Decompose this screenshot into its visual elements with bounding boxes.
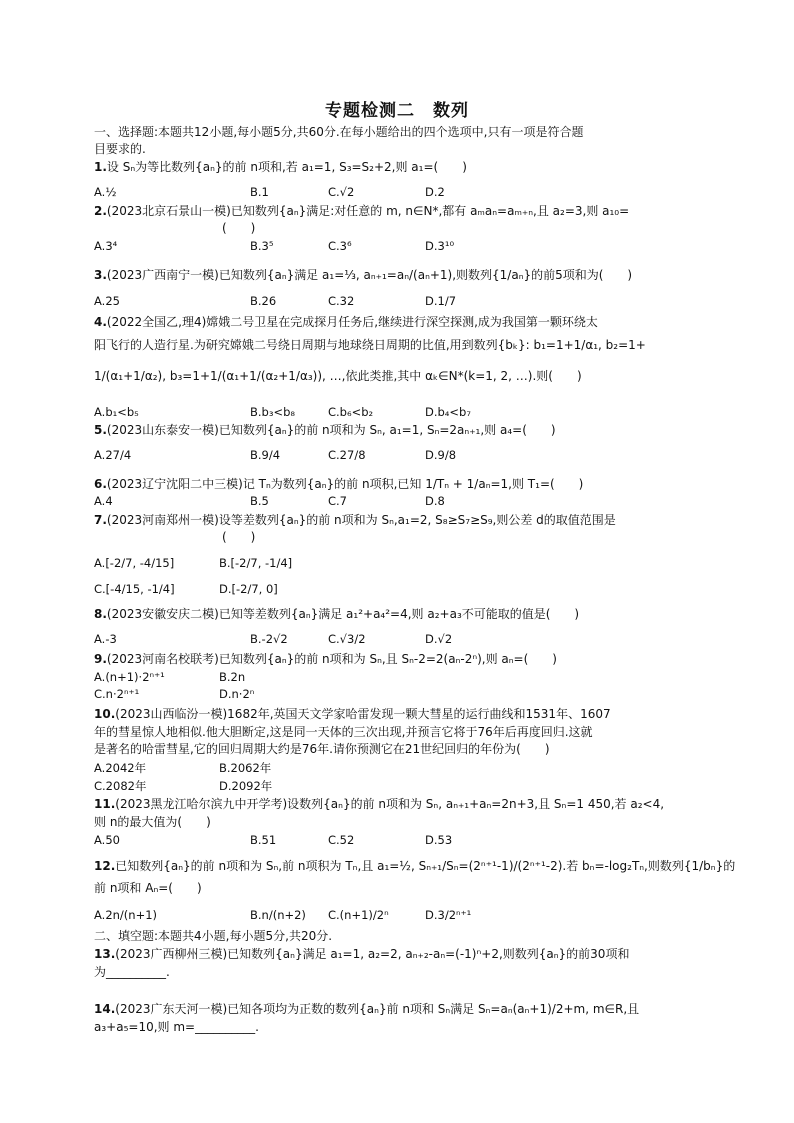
question-5-options [94, 448, 714, 464]
option-d: D.53 [425, 833, 453, 847]
question-10 [94, 706, 611, 722]
question-text: 已知数列{aₙ}的前 n项和为 Sₙ,前 n项积为 Tₙ,且 a₁=½, Sₙ₊₁/Sₙ=(2ⁿ⁺¹-1)/(2ⁿ⁺¹-2).若 bₙ=-log₂Tₙ,则数列{1/bₙ}的 [115, 859, 736, 873]
option-a: A.2042年 [94, 761, 147, 775]
option-c: C.27/8 [328, 448, 366, 462]
question-3-options [94, 294, 714, 310]
question-12-options [94, 908, 714, 924]
question-text: (2023安徽安庆二模)已知等差数列{aₙ}满足 a₁²+a₄²=4,则 a₂+a₃不可能取的值是( ) [106, 607, 580, 621]
section-heading-fill: 二、填空题:本题共4小题,每小题5分,共20分. [94, 929, 333, 943]
option-c: C.b₆<b₂ [328, 405, 374, 419]
option-c: C.2082年 [94, 779, 147, 793]
question-7-options-row-2 [94, 582, 714, 598]
option-a: A.-3 [94, 632, 117, 646]
question-11-line-2: 则 n的最大值为( ) [94, 815, 211, 829]
question-14-line-2: a₃+a₅=10,则 m=__________. [94, 1020, 259, 1034]
option-c: C.√3/2 [328, 632, 366, 646]
question-7-options-row-1 [94, 556, 714, 572]
option-d: D.b₄<b₇ [425, 405, 471, 419]
question-10-line-2: 年的彗星惊人地相似.他大胆断定,这是同一天体的三次出现,并预言它将于76年后再度回归.这就 [94, 725, 593, 739]
option-b: B.2n [219, 670, 246, 684]
question-9-options-row-2 [94, 687, 714, 703]
option-d: D.1/7 [425, 294, 457, 308]
question-13-line-2: 为__________. [94, 965, 170, 979]
question-2-answer-bracket: ( ) [222, 221, 256, 235]
question-text: (2023北京石景山一模)已知数列{aₙ}满足:对任意的 m, n∈N*,都有 aₘaₙ=aₘ₊ₙ,且 a₂=3,则 a₁₀= [106, 204, 630, 218]
option-b: B.b₃<b₈ [250, 405, 296, 419]
option-a: A.b₁<b₅ [94, 405, 139, 419]
question-number: 4. [94, 315, 107, 329]
question-11-options [94, 833, 714, 849]
option-c: C.√2 [328, 185, 355, 199]
question-5 [94, 422, 556, 438]
question-text: (2023广东天河一模)已知各项均为正数的数列{aₙ}前 n项和 Sₙ满足 Sₙ=aₙ(aₙ+1)/2+m, m∈R,且 [115, 1002, 640, 1016]
option-b: B.1 [250, 185, 269, 199]
question-14 [94, 1001, 639, 1017]
option-b: B.[-2/7, -1/4] [219, 556, 293, 570]
question-text: (2023广西南宁一模)已知数列{aₙ}满足 a₁=⅓, aₙ₊₁=aₙ/(aₙ+1),则数列{1/aₙ}的前5项和为( ) [106, 268, 633, 282]
option-c: C.n·2ⁿ⁺¹ [94, 687, 140, 701]
question-11 [94, 796, 664, 812]
page-title: 专题检测二 数列 [325, 101, 469, 121]
question-number: 2. [94, 204, 107, 218]
question-9-options-row-1 [94, 670, 714, 686]
option-d: D.3¹⁰ [425, 239, 455, 253]
option-d: D.[-2/7, 0] [219, 582, 278, 596]
question-12 [94, 858, 735, 874]
option-d: D.9/8 [425, 448, 457, 462]
section-heading-choice-cont: 目要求的. [94, 142, 146, 156]
option-a: A.27/4 [94, 448, 132, 462]
option-a: A.4 [94, 494, 113, 508]
question-4-line-3: 1/(α₁+1/α₂), b₃=1+1/(α₁+1/(α₂+1/α₃)), …,依此类推,其中 αₖ∈N*(k=1, 2, …).则( ) [94, 369, 582, 383]
question-number: 1. [94, 160, 107, 174]
question-1-options [94, 185, 714, 201]
option-c: C.3⁶ [328, 239, 352, 253]
question-4-line-2: 阳飞行的人造行星.为研究嫦娥二号绕日周期与地球绕日周期的比值,用到数列{bₖ}: b₁=1+1/α₁, b₂=1+ [94, 338, 646, 352]
option-c: C.(n+1)/2ⁿ [328, 908, 389, 922]
option-a: A.2n/(n+1) [94, 908, 158, 922]
option-c: C.32 [328, 294, 355, 308]
option-d: D.n·2ⁿ [219, 687, 255, 701]
question-number: 7. [94, 513, 107, 527]
option-a: A.½ [94, 185, 117, 199]
option-d: D.√2 [425, 632, 453, 646]
option-d: D.2092年 [219, 779, 273, 793]
question-1 [94, 159, 467, 175]
question-text: (2023山东泰安一模)已知数列{aₙ}的前 n项和为 Sₙ, a₁=1, Sₙ=2aₙ₊₁,则 a₄=( ) [106, 423, 556, 437]
option-d: D.3/2ⁿ⁺¹ [425, 908, 472, 922]
question-10-options-row-1 [94, 760, 714, 776]
question-number: 12. [94, 859, 116, 873]
option-a: A.50 [94, 833, 120, 847]
option-c: C.52 [328, 833, 355, 847]
option-b: B.26 [250, 294, 277, 308]
question-2-options [94, 239, 714, 255]
section-heading-choice: 一、选择题:本题共12小题,每小题5分,共60分.在每小题给出的四个选项中,只有一项是符合题 [94, 125, 584, 139]
option-b: B.-2√2 [250, 632, 288, 646]
question-6-options [94, 494, 714, 510]
question-8 [94, 606, 579, 622]
question-text: (2023广西柳州三模)已知数列{aₙ}满足 a₁=1, a₂=2, aₙ₊₂-aₙ=(-1)ⁿ+2,则数列{aₙ}的前30项和 [115, 947, 630, 961]
question-8-options [94, 632, 714, 648]
option-b: B.2062年 [219, 761, 272, 775]
option-a: A.[-2/7, -4/15] [94, 556, 175, 570]
question-number: 3. [94, 268, 107, 282]
question-number: 6. [94, 477, 107, 491]
option-b: B.9/4 [250, 448, 281, 462]
question-number: 14. [94, 1002, 116, 1016]
option-c: C.7 [328, 494, 348, 508]
question-number: 5. [94, 423, 107, 437]
question-4-options [94, 405, 714, 421]
question-7 [94, 512, 616, 528]
question-text: (2023辽宁沈阳二中三模)记 Tₙ为数列{aₙ}的前 n项积,已知 1/Tₙ + 1/aₙ=1,则 T₁=( ) [106, 477, 584, 491]
option-d: D.2 [425, 185, 445, 199]
question-10-line-3: 是著名的哈雷彗星,它的回归周期大约是76年.请你预测它在21世纪回归的年份为( ) [94, 742, 550, 756]
question-text: (2023河南郑州一模)设等差数列{aₙ}的前 n项和为 Sₙ,a₁=2, S₈≥S₇≥S₉,则公差 d的取值范围是 [106, 513, 616, 527]
question-3 [94, 267, 632, 283]
option-c: C.[-4/15, -1/4] [94, 582, 175, 596]
question-7-answer-bracket: ( ) [222, 530, 256, 544]
option-b: B.51 [250, 833, 277, 847]
option-a: A.3⁴ [94, 239, 118, 253]
question-number: 10. [94, 707, 116, 721]
question-text: (2023山西临汾一模)1682年,英国天文学家哈雷发现一颗大彗星的运行曲线和1531年、1607 [115, 707, 611, 721]
question-text: 设 Sₙ为等比数列{aₙ}的前 n项和,若 a₁=1, S₃=S₂+2,则 a₁=( ) [106, 160, 467, 174]
option-b: B.3⁵ [250, 239, 274, 253]
question-number: 9. [94, 652, 107, 666]
option-a: A.25 [94, 294, 120, 308]
question-13 [94, 946, 629, 962]
question-number: 13. [94, 947, 116, 961]
question-number: 8. [94, 607, 107, 621]
option-d: D.8 [425, 494, 445, 508]
question-number: 11. [94, 797, 116, 811]
question-text: (2022全国乙,理4)嫦娥二号卫星在完成探月任务后,继续进行深空探测,成为我国第一颗环绕太 [106, 315, 598, 329]
question-4 [94, 314, 598, 330]
option-b: B.n/(n+2) [250, 908, 306, 922]
question-12-line-2: 前 n项和 Aₙ=( ) [94, 881, 202, 895]
question-2 [94, 203, 629, 219]
question-text: (2023河南名校联考)已知数列{aₙ}的前 n项和为 Sₙ,且 Sₙ-2=2(aₙ-2ⁿ),则 aₙ=( ) [106, 652, 557, 666]
question-9 [94, 651, 557, 667]
question-text: (2023黑龙江哈尔滨九中开学考)设数列{aₙ}的前 n项和为 Sₙ, aₙ₊₁+aₙ=2n+3,且 Sₙ=1 450,若 a₂<4, [115, 797, 665, 811]
option-b: B.5 [250, 494, 269, 508]
question-10-options-row-2 [94, 778, 714, 794]
question-6 [94, 476, 583, 492]
option-a: A.(n+1)·2ⁿ⁺¹ [94, 670, 165, 684]
